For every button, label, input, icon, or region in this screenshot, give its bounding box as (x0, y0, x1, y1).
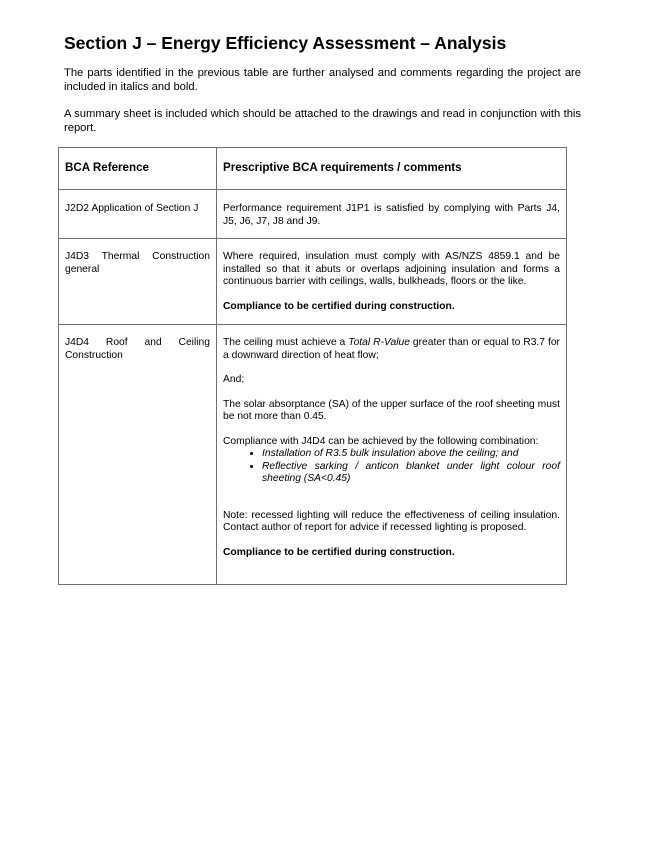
comment-text: The ceiling must achieve a Total R-Value greater than or equal to R3.7 for a downward direction of heat flow; (223, 337, 560, 361)
comment-text: And; (223, 374, 245, 385)
reference-line: J4D4 Roof and Ceiling (65, 337, 210, 348)
reference-line: J4D3 Thermal Construction (65, 251, 210, 262)
compliance-note: Compliance to be certified during construction. (223, 546, 455, 558)
table-row (59, 239, 567, 325)
reference-line: general (65, 263, 100, 275)
intro-paragraph-1: The parts identified in the previous table are further analysed and comments regarding the project are included in italics and bold. (64, 67, 581, 93)
table-row (59, 190, 567, 239)
list-item: • Installation of R3.5 bulk insulation above the ceiling; and (262, 448, 560, 461)
bca-analysis-table (58, 147, 567, 585)
header-requirements: Prescriptive BCA requirements / comments (217, 148, 567, 190)
list-item: • Reflective sarking / anticon blanket under light colour roof sheeting (SA<0.45) (262, 461, 560, 486)
emphasis-term: Total R-Value (348, 337, 410, 348)
comment-text: Performance requirement J1P1 is satisfied by complying with Parts J4, J5, J6, J7, J8 and J9. (223, 203, 560, 227)
bullet-list (223, 448, 560, 486)
table-header-row (59, 148, 567, 190)
reference-line: Construction (65, 349, 123, 361)
row-reference (59, 239, 217, 325)
row-reference: J2D2 Application of Section J (59, 190, 217, 239)
row-reference (59, 325, 217, 585)
row-comments (217, 325, 567, 585)
comment-text: Compliance with J4D4 can be achieved by the following combination: (223, 435, 539, 447)
compliance-note: Compliance to be certified during construction. (223, 300, 455, 312)
page-title: Section J – Energy Efficiency Assessment – Analysis (64, 33, 507, 53)
row-comments (217, 239, 567, 325)
comment-text: The solar absorptance (SA) of the upper surface of the roof sheeting must be not more than 0.45. (223, 398, 560, 422)
intro-paragraph-2: A summary sheet is included which should be attached to the drawings and read in conjunction with this report. (64, 108, 581, 134)
table-row (59, 325, 567, 585)
comment-text: Where required, insulation must comply with AS/NZS 4859.1 and be installed so that it abuts or overlaps adjoining insulation and forms a continuous barrier with ceilings, walls, bulkheads, floors or the like. (223, 251, 560, 287)
header-bca-reference: BCA Reference (59, 148, 217, 190)
row-comments (217, 190, 567, 239)
comment-text: Note: recessed lighting will reduce the effectiveness of ceiling insulation. Contact author of report for advice if recessed lighting is proposed. (223, 509, 560, 533)
